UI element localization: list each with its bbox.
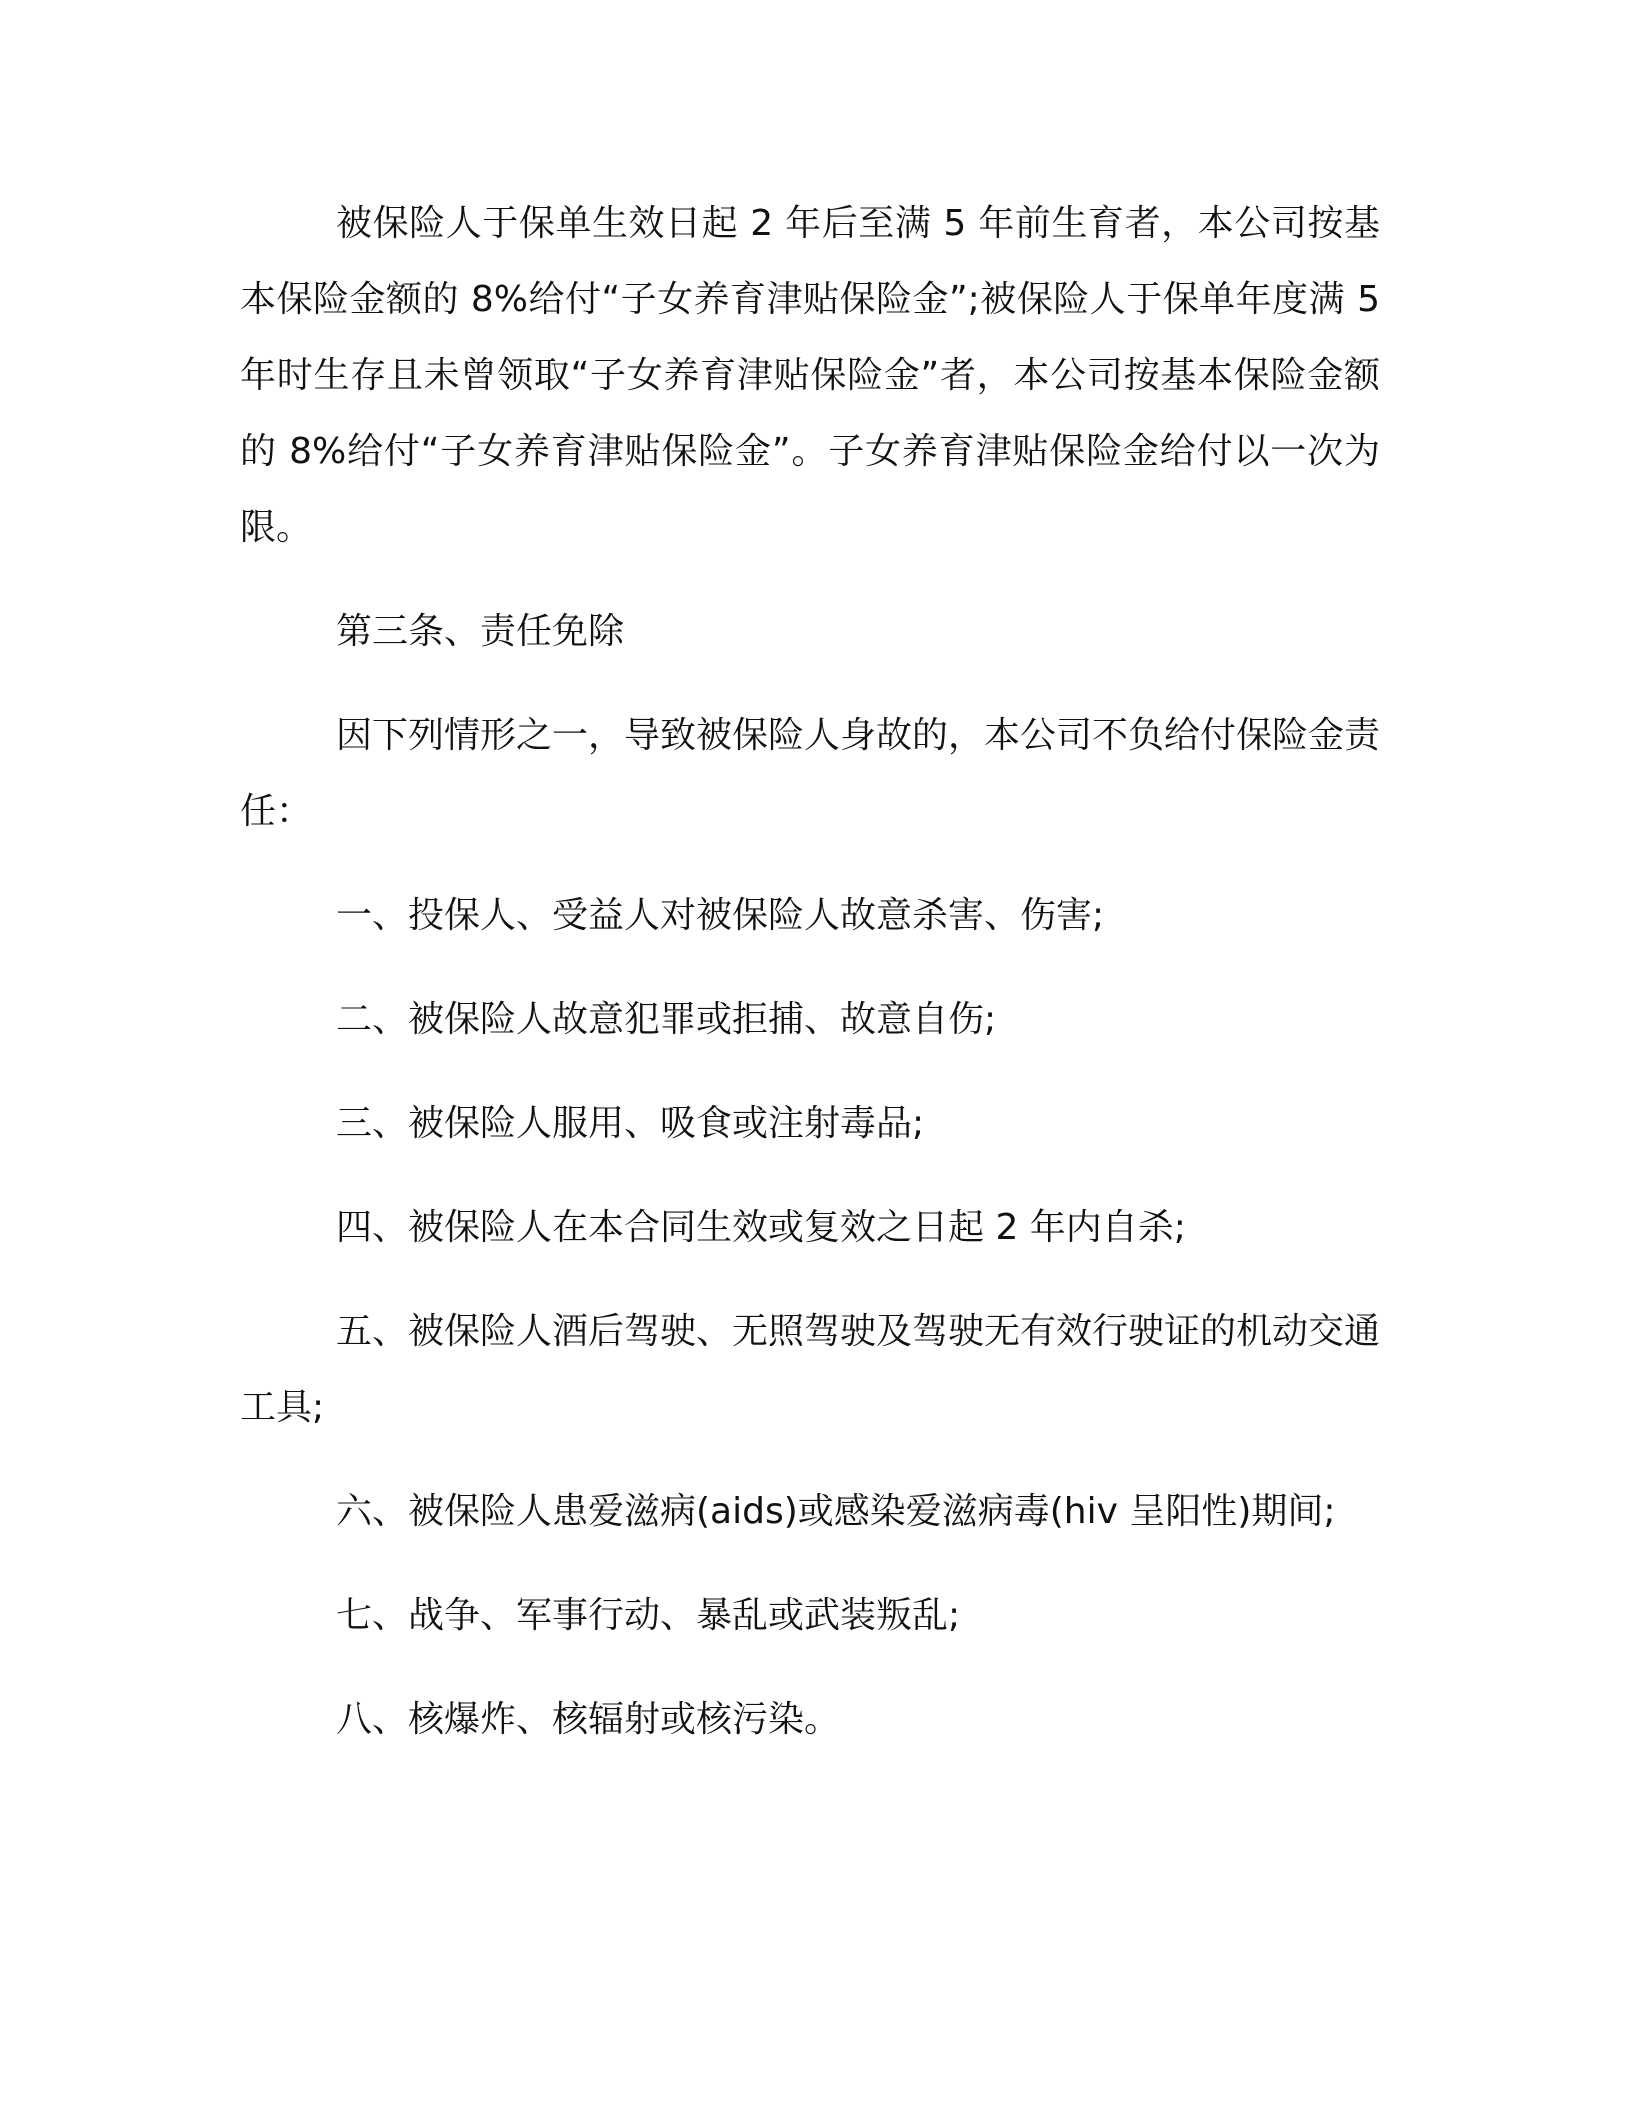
exclusion-item: 一、投保人、受益人对被保险人故意杀害、伤害; bbox=[336, 895, 1105, 936]
section-heading: 第三条、责任免除 bbox=[336, 611, 625, 652]
exclusion-item: 六、被保险人患爱滋病(aids)或感染爱滋病毒(hiv 呈阳性)期间; bbox=[336, 1491, 1336, 1532]
exclusion-item: 八、核爆炸、核辐射或核污染。 bbox=[336, 1699, 841, 1740]
exclusion-list bbox=[240, 878, 1380, 1758]
exclusion-lead-paragraph: 因下列情形之一，导致被保险人身故的，本公司不负给付保险金责任： bbox=[240, 715, 1381, 832]
exclusion-item: 五、被保险人酒后驾驶、无照驾驶及驾驶无有效行驶证的机动交通工具; bbox=[240, 1311, 1381, 1428]
exclusion-item: 四、被保险人在本合同生效或复效之日起 2 年内自杀; bbox=[336, 1207, 1186, 1248]
exclusion-item: 二、被保险人故意犯罪或拒捕、故意自伤; bbox=[336, 999, 997, 1040]
document-page bbox=[240, 186, 1380, 1786]
exclusion-item: 三、被保险人服用、吸食或注射毒品; bbox=[336, 1103, 925, 1144]
exclusion-item: 七、战争、军事行动、暴乱或武装叛乱; bbox=[336, 1595, 961, 1636]
intro-paragraph: 被保险人于保单生效日起 2 年后至满 5 年前生育者，本公司按基本保险金额的 8%给付“子女养育津贴保险金”;被保险人于保单年度满 5 年时生存且未曾领取“子女养育津贴保险金”者，本公司按基本保险金额的 8%给付“子女养育津贴保险金”。子女养育津贴保险金给付以一次为限。 bbox=[240, 203, 1380, 548]
